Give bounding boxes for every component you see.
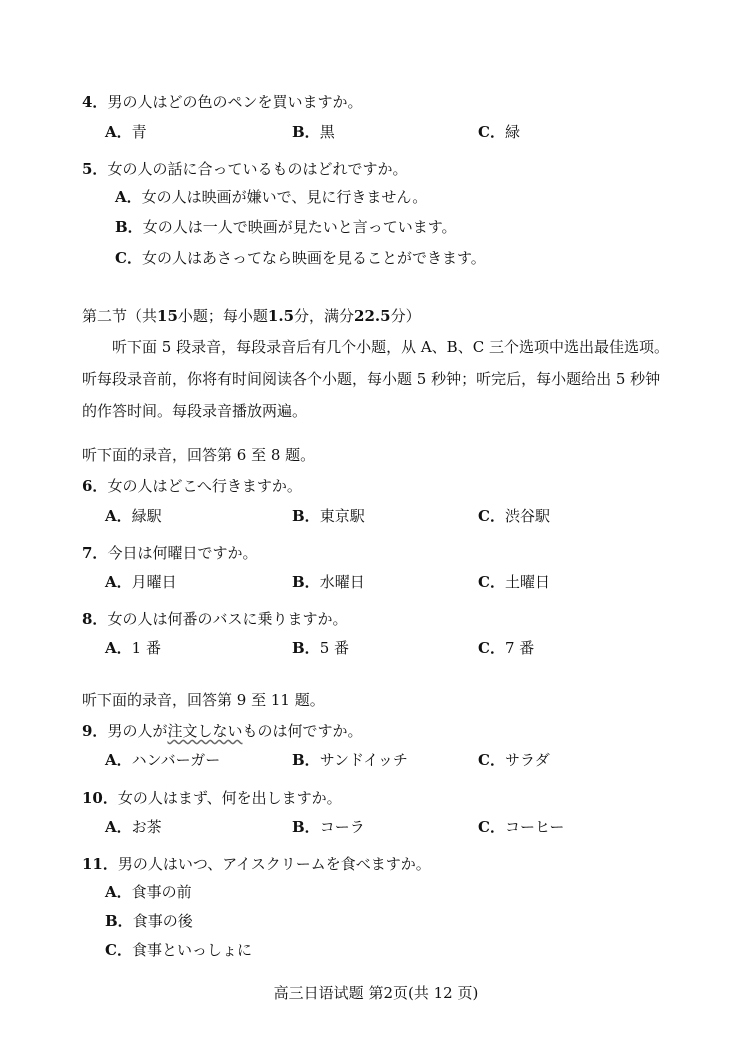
instruction-line-2: 听每段录音前，你将有时间阅读各个小题，每小题 5 秒钟；听完后，每小题给出 5 秒钟 (82, 370, 661, 388)
option-b: B．サンドイッチ (292, 751, 408, 769)
option-b: B．食事の後 (105, 912, 193, 930)
option-c: C．女の人はあさってなら映画を見ることができます。 (115, 249, 486, 267)
option-a: A．お茶 (105, 818, 162, 836)
option-c: C．サラダ (478, 751, 550, 769)
instruction-line-3: 的作答时间。每段录音播放两遍。 (82, 402, 308, 420)
option-b: B．5 番 (292, 639, 349, 657)
emphasized-text: 注文しない (167, 722, 243, 740)
question-4 (82, 92, 362, 112)
option-a: A．月曜日 (105, 573, 177, 591)
question-text: 女の人の話に合っているものはどれですか。 (107, 160, 408, 178)
option-b: B．黒 (292, 123, 335, 141)
option-b: B．東京駅 (292, 507, 365, 525)
section-heading: 第二节（共15小题；每小题1.5分，满分22.5分） (82, 307, 421, 325)
question-6: 6．女の人はどこへ行きますか。 (82, 477, 302, 495)
question-8: 8．女の人は何番のバスに乗りますか。 (82, 610, 348, 628)
listening-intro: 听下面的录音，回答第 6 至 8 题。 (82, 446, 316, 464)
question-11: 11．男の人はいつ、アイスクリームを食べますか。 (82, 855, 431, 873)
option-c: C．緑 (478, 123, 520, 141)
question-number: 5． (82, 160, 108, 178)
question-text: 男の人はどの色のペンを買いますか。 (107, 93, 363, 111)
option-a: A．緑駅 (105, 507, 162, 525)
question-10: 10．女の人はまず、何を出しますか。 (82, 789, 342, 807)
question-5 (82, 159, 407, 179)
option-c: C．渋谷駅 (478, 507, 550, 525)
instruction-line-1: 听下面 5 段录音，每段录音后有几个小题，从 A、B、C 三个选项中选出最佳选项。 (112, 338, 669, 356)
option-a: A．食事の前 (105, 883, 192, 901)
option-c: C．コーヒー (478, 818, 565, 836)
option-b: B．女の人は一人で映画が見たいと言っています。 (115, 218, 457, 236)
option-a: A．1 番 (105, 639, 161, 657)
option-a: A．ハンバーガー (105, 751, 221, 769)
option-b: B．コーラ (292, 818, 365, 836)
question-7: 7．今日は何曜日ですか。 (82, 544, 258, 562)
option-a: A．青 (105, 123, 147, 141)
page-footer: 高三日语试题 第2页(共 12 页) (273, 984, 479, 1002)
listening-intro: 听下面的录音，回答第 9 至 11 题。 (82, 691, 325, 709)
option-c: C．食事といっしょに (105, 941, 252, 959)
option-c: C．7 番 (478, 639, 535, 657)
option-b: B．水曜日 (292, 573, 365, 591)
option-c: C．土曜日 (478, 573, 550, 591)
option-a: A．女の人は映画が嫌いで、見に行きません。 (115, 188, 428, 206)
question-number: 4． (82, 93, 108, 111)
question-9: 9．男の人が注文しないものは何ですか。 (82, 722, 363, 740)
